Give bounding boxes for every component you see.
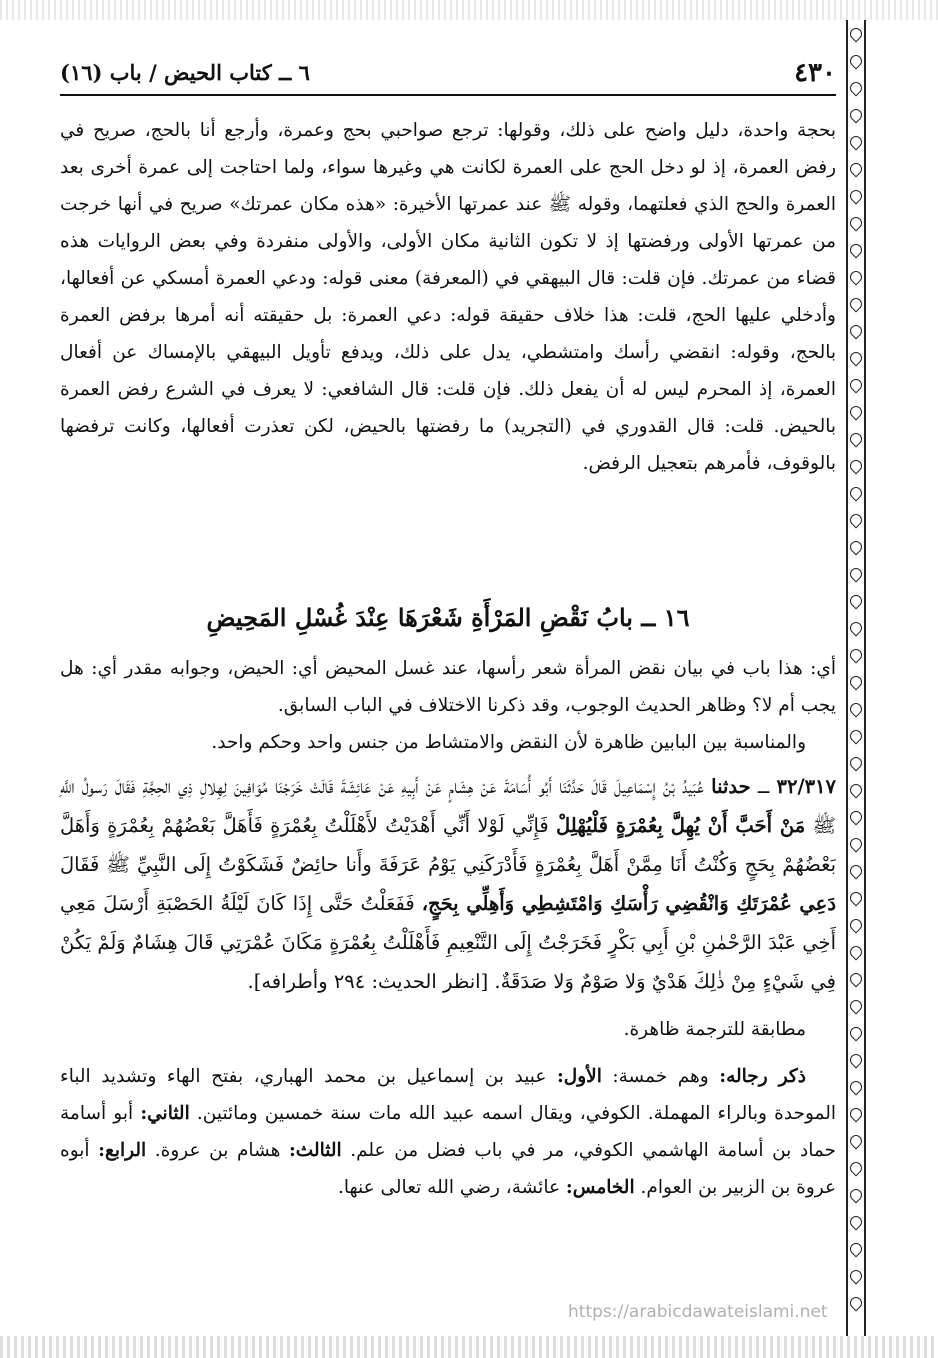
border-ornament-icon [848, 1106, 865, 1123]
border-ornament-icon [848, 701, 865, 718]
border-ornament-icon [848, 944, 865, 961]
border-ornament-icon [848, 890, 865, 907]
hadith-body: فَإِنِّي لَوْلا أَنِّي أَهْدَيْتُ لأَهْلَلْتُ بِعُمْرَةٍ فَأَهَلَّ بَعْضُهُمْ بِعُمْرَةٍ وَأَهَلَّ بَعْضُهُمْ بِحَجٍ وَكُنْتُ أَنَا مِمَّنْ أَهَلَّ بِعُمْرَةٍ فَأَدْرَكَنِي يَوْمُ عَرَفَةَ وأَنا حائِضٌ فَشَكَوْتُ إِلَى النَّبِيِّ ﷺ فَقَالَ [60, 814, 836, 876]
narrator-label: الرابع: [98, 1140, 147, 1161]
narrator-label: الخامس: [565, 1177, 635, 1198]
decorative-side-border [846, 20, 866, 1336]
page-body [60, 112, 836, 1337]
border-ornament-icon [848, 809, 865, 826]
border-ornament-icon [848, 1160, 865, 1177]
narrator-text: أبوه عروة بن الزبير بن العوام. [60, 1140, 836, 1198]
page-header [60, 58, 836, 96]
chapter-title: ١٦ ــ بابُ نَقْضِ المَرْأَةِ شَعْرَهَا عِنْدَ غُسْلِ المَحِيضِ [206, 603, 690, 632]
border-ornament-icon [848, 1133, 865, 1150]
border-ornament-icon [848, 377, 865, 394]
border-ornament-icon [848, 917, 865, 934]
border-ornament-icon [848, 215, 865, 232]
bottom-scan-border [0, 1336, 938, 1358]
border-ornament-icon [848, 728, 865, 745]
border-ornament-icon [848, 674, 865, 691]
border-ornament-icon [848, 1052, 865, 1069]
border-ornament-icon [848, 53, 865, 70]
commentary-paragraph: بحجة واحدة، دليل واضح على ذلك، وقولها: ترجع صواحبي بحج وعمرة، وأرجع أنا بالحج، صريح في رفض العمرة، إذ لو دخل الحج على العمرة لكانت هي وغيرها سواء، ولما احتاجت إلى عمرة أخرى بعد العمرة والحج الذي فعلتهما، وقوله ﷺ عند عمرتها الأخيرة: «هذه مكان عمرتك» صريح في أنها خرجت من عمرتها الأولى ورفضتها إذ لا تكون الثانية مكان الأولى، والأولى منفردة وفي بعض الروايات هذه قضاء من عمرتك. فإن قلت: قال البيهقي في (المعرفة) معنى قوله: ودعي العمرة أمسكي عن أفعالها، وأدخلي عليها الحج، قلت: هذا خلاف حقيقة قوله: دعي العمرة: بل حقيقته أنه أمرها برفض العمرة بالحج، وقوله: انقضي رأسك وامتشطي، يدل على ذلك، ويدفع تأويل البيهقي بالإمساك عن أفعال العمرة، إذ المحرم ليس له أن يفعل ذلك. فإن قلت: قال الشافعي: لا يعرف في الشرع رفض العمرة بالحيض. قلت: قال القدوري في (التجريد) ما رفضتها بالحيض، لكن تعذرت أفعالها، وكانت ترفضها بالوقوف، فأمرهم بتعجيل الرفض. [60, 120, 836, 474]
border-ornament-icon [848, 134, 865, 151]
narrator-text: أبو أسامة حماد بن أسامة الهاشمي الكوفي، مر في باب فضل من علم. [60, 1103, 836, 1161]
narrator-label: الثاني: [140, 1103, 190, 1124]
border-ornament-icon [848, 647, 865, 664]
narrator-text: عبيد بن إسماعيل بن محمد الهباري، بفتح الهاء وتشديد الباء الموحدة وبالراء المهملة. الكوفي، ويقال اسمه عبيد الله مات سنة خمسين ومائتين. [60, 1066, 837, 1124]
border-ornament-icon [848, 1187, 865, 1204]
top-scan-border [0, 0, 938, 20]
hadith-number: ٣٢/٣١٧ [776, 775, 837, 798]
border-ornament-icon [848, 323, 865, 340]
border-ornament-icon [848, 998, 865, 1015]
hadith-bold-text: مَنْ أَحَبَّ أَنْ يُهِلَّ بِعُمْرَةٍ فَلْيُهْلِلْ [556, 814, 806, 837]
narrator-label: الثالث: [288, 1140, 342, 1161]
narrator-text: عائشة، رضي الله تعالى عنها. [337, 1177, 561, 1198]
border-ornament-icon [848, 863, 865, 880]
hadith-reference: [انظر الحديث: ٢٩٤ وأطرافه]. [247, 970, 489, 993]
running-head: ٦ ــ كتاب الحيض / باب (١٦) [60, 60, 310, 85]
hadith-text: ٣٢/٣١٧ ــ حدثنا عُبَيدُ بْنُ إِسْمَاعِيلَ قَالَ حَدَّثَنَا أَبُو أُسَامَةَ عَنْ هِشَامٍ عَنْ أَبِيهِ عَنْ عَائِشَةَ قَالَتْ خَرَجْنَا مُوَافِينَ لِهِلالِ ذِي الحِجَّةِ فَقَالَ رَسولُ اللَّهِ ﷺ مَنْ أَحَبَّ أَنْ يُهِلَّ بِعُمْرَةٍ فَلْيُهْلِلْ فَإِنِّي لَوْلا أَنِّي أَهْدَيْتُ لأَهْلَلْتُ بِعُمْرَةٍ فَأَهَلَّ بَعْضُهُمْ بِعُمْرَةٍ وَأَهَلَّ بَعْضُهُمْ بِحَجٍ وَكُنْتُ أَنَا مِمَّنْ أَهَلَّ بِعُمْرَةٍ فَأَدْرَكَنِي يَوْمُ عَرَفَةَ وأَنا حائِضٌ فَشَكَوْتُ إِلَى النَّبِيِّ ﷺ فَقَالَ دَعِي عُمْرَتَكِ وَانْقُضِي رَأْسَكِ وَامْتَشِطِي وَأَهِلِّي بِحَجٍ، فَفَعَلْتُ حَتَّى إِذَا كَانَ لَيْلَةُ الحَصْبَةِ أَرْسَلَ مَعِي أَخِي عَبْدَ الرَّحْمٰنِ بْنِ أَبِي بَكْرٍ فَخَرَجْتُ إِلَى التَّنْعِيمِ فَأَهْلَلْتُ بِعُمْرَةٍ مَكَانَ عُمْرَتِي قَالَ هِشَامٌ وَلَمْ يَكُنْ فِي شَيْءٍ مِنْ ذٰلِكَ هَدْيٌ وَلا صَوْمٌ وَلا صَدَقَةٌ. [انظر الحديث: ٢٩٤ وأطرافه]. [60, 775, 837, 993]
border-ornament-icon [848, 539, 865, 556]
hadith-bold-text: دَعِي عُمْرَتَكِ وَانْقُضِي رَأْسَكِ وَامْتَشِطِي وَأَهِلِّي بِحَجٍ، [421, 892, 836, 915]
border-ornament-icon [848, 1025, 865, 1042]
border-ornament-icon [848, 971, 865, 988]
border-ornament-icon [848, 296, 865, 313]
border-ornament-icon [848, 1295, 865, 1312]
border-ornament-icon [848, 755, 865, 772]
border-ornament-icon [848, 593, 865, 610]
border-ornament-icon [848, 107, 865, 124]
narrator-text: هشام بن عروة. [154, 1140, 281, 1161]
border-ornament-icon [848, 269, 865, 286]
border-ornament-icon [848, 350, 865, 367]
border-ornament-icon [848, 242, 865, 259]
border-ornament-icon [848, 1268, 865, 1285]
border-ornament-icon [848, 431, 865, 448]
matching-note: مطابقة للترجمة ظاهرة. [623, 1019, 806, 1040]
watermark-url: https://arabicdawateislami.net [568, 1302, 828, 1322]
border-ornament-icon [848, 1241, 865, 1258]
border-ornament-icon [848, 782, 865, 799]
border-ornament-icon [848, 1214, 865, 1231]
border-ornament-icon [848, 458, 865, 475]
border-ornament-icon [848, 566, 865, 583]
border-ornament-icon [848, 161, 865, 178]
border-ornament-icon [848, 26, 865, 43]
intro-paragraph: والمناسبة بين البابين ظاهرة لأن النقض والامتشاط من جنس واحد وحكم واحد. [211, 732, 806, 753]
hadith-haddathana: حدثنا [711, 775, 751, 798]
hadith-body: فَفَعَلْتُ حَتَّى إِذَا كَانَ لَيْلَةُ الحَصْبَةِ أَرْسَلَ مَعِي أَخِي عَبْدَ الرَّحْمٰنِ بْنِ أَبِي بَكْرٍ فَخَرَجْتُ إِلَى التَّنْعِيمِ فَأَهْلَلْتُ بِعُمْرَةٍ مَكَانَ عُمْرَتِي قَالَ هِشَامٌ وَلَمْ يَكُنْ فِي شَيْءٍ مِنْ ذٰلِكَ هَدْيٌ وَلا صَوْمٌ وَلا صَدَقَةٌ. [60, 892, 836, 993]
border-ornament-icon [848, 836, 865, 853]
border-ornament-icon [848, 404, 865, 421]
border-ornament-icon [848, 620, 865, 637]
narrators-paragraph [60, 1058, 836, 1206]
hadith-isnad: عُبَيدُ بْنُ إِسْمَاعِيلَ قَالَ حَدَّثَنَا أَبُو أُسَامَةَ عَنْ هِشَامٍ عَنْ أَبِيهِ عَنْ عَائِشَةَ قَالَتْ خَرَجْنَا مُوَافِينَ لِهِلالِ ذِي الحِجَّةِ فَقَالَ رَسولُ اللَّهِ ﷺ [60, 775, 836, 837]
intro-paragraph: أي: هذا باب في بيان نقض المرأة شعر رأسها، عند غسل المحيض أي: الحيض، وجوابه مقدر أي: هل يجب أم لا؟ وظاهر الحديث الوجوب، وقد ذكرنا الاختلاف في الباب السابق. [60, 658, 836, 716]
border-ornament-icon [848, 80, 865, 97]
narrators-heading: ذكر رجاله: [719, 1066, 806, 1087]
border-ornament-icon [848, 1079, 865, 1096]
narrator-label: الأول: [556, 1066, 602, 1087]
page-number: ٤٣٠ [794, 58, 836, 88]
border-ornament-icon [848, 512, 865, 529]
border-ornament-icon [848, 188, 865, 205]
narrators-intro: وهم خمسة: [612, 1066, 709, 1087]
border-ornament-icon [848, 485, 865, 502]
